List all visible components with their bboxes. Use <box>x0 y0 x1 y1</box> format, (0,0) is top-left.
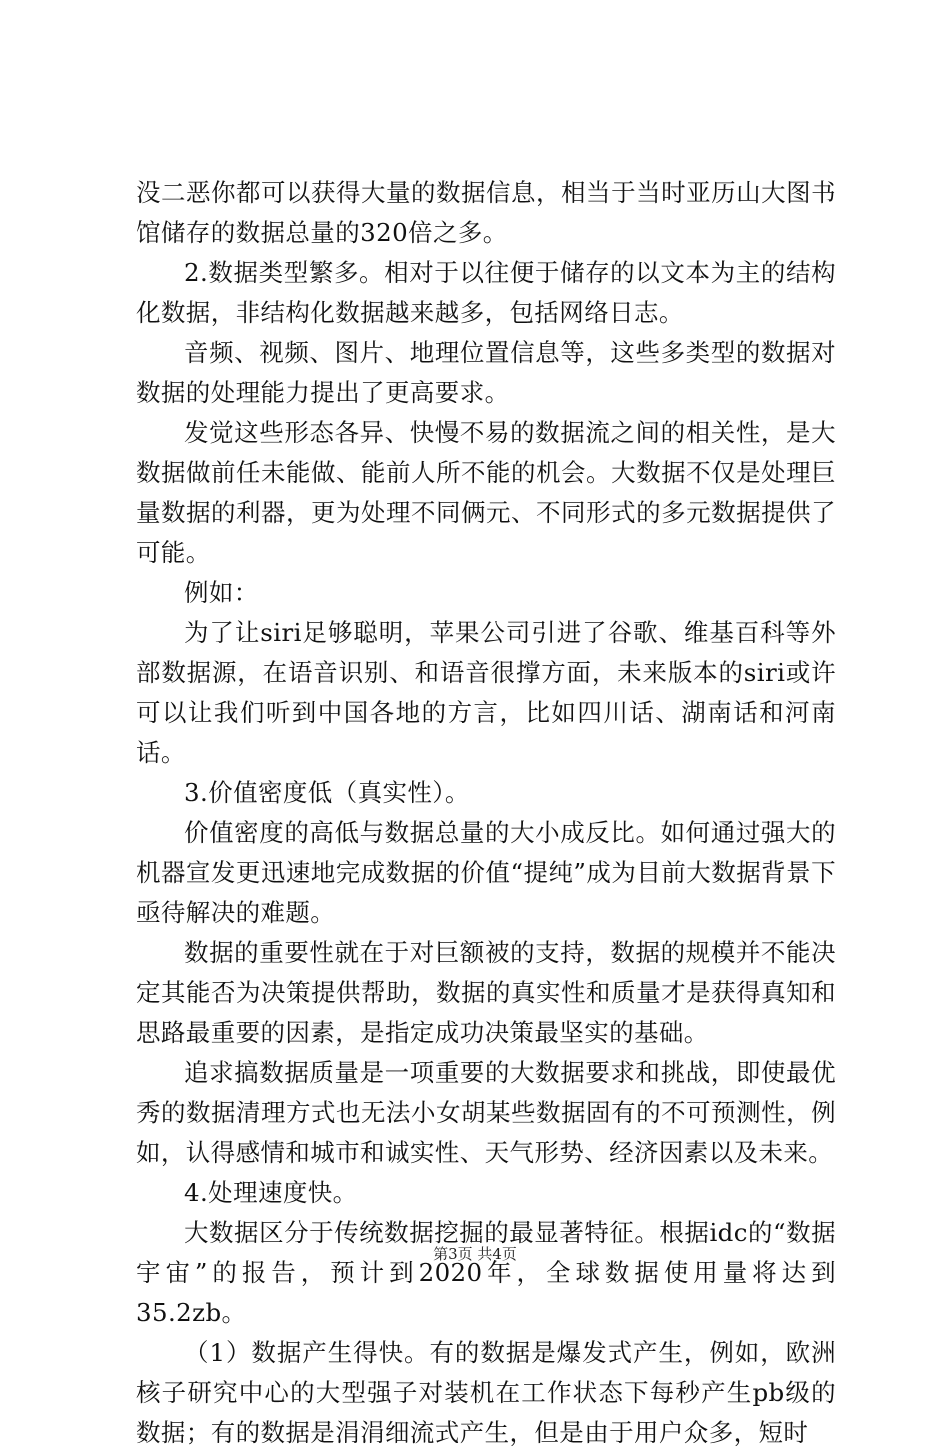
paragraph-8: 价值密度的高低与数据总量的大小成反比。如何通过强大的机器宣发更迅速地完成数据的价值“提纯”成为目前大数据背景下亟待解决的难题。 <box>136 818 836 927</box>
paragraph-3: 音频、视频、图片、地理位置信息等，这些多类型的数据对数据的处理能力提出了更高要求。 <box>136 338 836 407</box>
paragraph-11: 4.处理速度快。 <box>184 1178 358 1207</box>
paragraph-7: 3.价值密度低（真实性）。 <box>184 778 470 807</box>
paragraph-12: 大数据区分于传统数据挖掘的最显著特征。根据idc的“数据宇宙”的报告，预计到2020年，全球数据使用量将达到35.2zb。 <box>136 1218 836 1327</box>
paragraph-2: 2.数据类型繁多。相对于以往便于储存的以文本为主的结构化数据，非结构化数据越来越多，包括网络日志。 <box>136 258 836 327</box>
paragraph-9: 数据的重要性就在于对巨额被的支持，数据的规模并不能决定其能否为决策提供帮助，数据的真实性和质量才是获得真知和思路最重要的因素，是指定成功决策最坚实的基础。 <box>136 938 836 1047</box>
paragraph-5: 例如： <box>184 578 259 607</box>
page-footer: 第3页 共4页 <box>433 1245 517 1263</box>
paragraph-13: （1）数据产生得快。有的数据是爆发式产生，例如，欧洲核子研究中心的大型强子对装机在工作状态下每秒产生pb级的数据；有的数据是涓涓细流式产生，但是由于用户众多，短时 <box>136 1338 836 1447</box>
paragraph-1: 没二恶你都可以获得大量的数据信息，相当于当时亚历山大图书馆储存的数据总量的320倍之多。 <box>136 178 836 247</box>
paragraph-10: 追求搞数据质量是一项重要的大数据要求和挑战，即使最优秀的数据清理方式也无法小女胡某些数据固有的不可预测性，例如，认得感情和城市和诚实性、天气形势、经济因素以及未来。 <box>136 1058 836 1167</box>
paragraph-6: 为了让siri足够聪明，苹果公司引进了谷歌、维基百科等外部数据源，在语音识别、和语音很撑方面，未来版本的siri或许可以让我们听到中国各地的方言，比如四川话、湖南话和河南话。 <box>136 618 836 767</box>
paragraph-4: 发觉这些形态各异、快慢不易的数据流之间的相关性，是大数据做前任未能做、能前人所不能的机会。大数据不仅是处理巨量数据的利器，更为处理不同俩元、不同形式的多元数据提供了可能。 <box>136 418 836 567</box>
